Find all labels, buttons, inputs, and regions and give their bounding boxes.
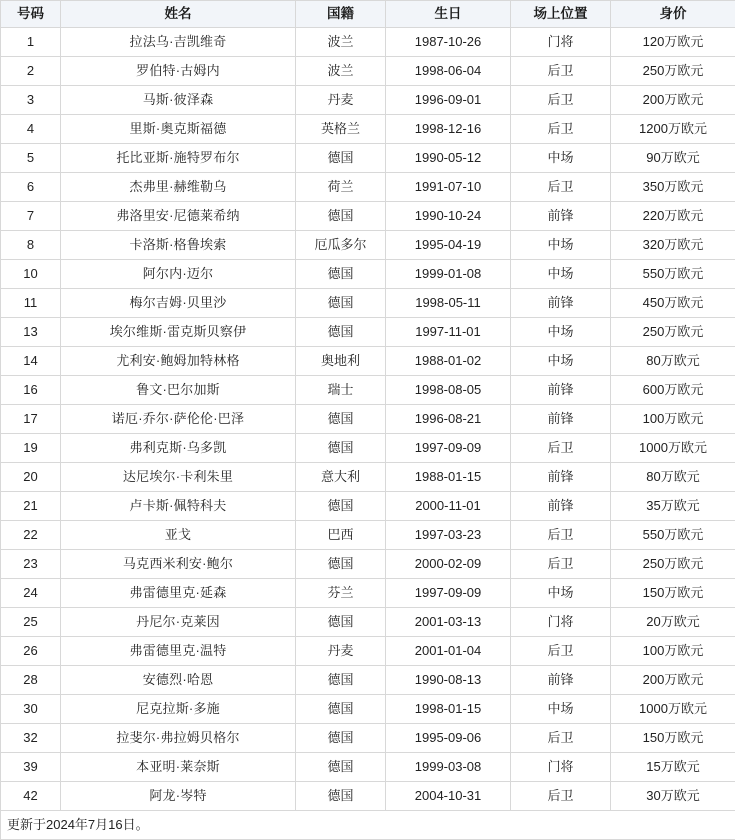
cell-birthday: 1997-09-09 bbox=[386, 579, 511, 608]
table-header bbox=[1, 1, 735, 28]
cell-position: 门将 bbox=[511, 608, 611, 637]
table-row bbox=[1, 86, 735, 115]
cell-name: 埃尔维斯·雷克斯贝察伊 bbox=[61, 318, 296, 347]
cell-birthday: 1987-10-26 bbox=[386, 28, 511, 57]
cell-number: 21 bbox=[1, 492, 61, 521]
cell-birthday: 1991-07-10 bbox=[386, 173, 511, 202]
cell-value: 450万欧元 bbox=[611, 289, 735, 318]
table-row bbox=[1, 202, 735, 231]
cell-number: 11 bbox=[1, 289, 61, 318]
table-row bbox=[1, 695, 735, 724]
cell-value: 90万欧元 bbox=[611, 144, 735, 173]
cell-name: 弗利克斯·乌多凯 bbox=[61, 434, 296, 463]
cell-birthday: 1995-09-06 bbox=[386, 724, 511, 753]
cell-value: 35万欧元 bbox=[611, 492, 735, 521]
cell-nationality: 巴西 bbox=[296, 521, 386, 550]
cell-birthday: 1988-01-15 bbox=[386, 463, 511, 492]
cell-value: 80万欧元 bbox=[611, 347, 735, 376]
cell-name: 卢卡斯·佩特科夫 bbox=[61, 492, 296, 521]
table-row bbox=[1, 405, 735, 434]
cell-position: 中场 bbox=[511, 347, 611, 376]
cell-nationality: 德国 bbox=[296, 260, 386, 289]
cell-birthday: 1998-01-15 bbox=[386, 695, 511, 724]
cell-value: 550万欧元 bbox=[611, 521, 735, 550]
table-row bbox=[1, 28, 735, 57]
cell-number: 7 bbox=[1, 202, 61, 231]
cell-name: 尤利安·鲍姆加特林格 bbox=[61, 347, 296, 376]
cell-position: 后卫 bbox=[511, 115, 611, 144]
cell-birthday: 2000-02-09 bbox=[386, 550, 511, 579]
cell-position: 中场 bbox=[511, 144, 611, 173]
cell-birthday: 2004-10-31 bbox=[386, 782, 511, 811]
table-row bbox=[1, 492, 735, 521]
table-row bbox=[1, 57, 735, 86]
cell-nationality: 丹麦 bbox=[296, 86, 386, 115]
cell-nationality: 德国 bbox=[296, 144, 386, 173]
column-header-position: 场上位置 bbox=[511, 1, 611, 28]
table-row bbox=[1, 260, 735, 289]
cell-number: 23 bbox=[1, 550, 61, 579]
cell-number: 39 bbox=[1, 753, 61, 782]
cell-position: 后卫 bbox=[511, 173, 611, 202]
cell-value: 120万欧元 bbox=[611, 28, 735, 57]
cell-name: 丹尼尔·克莱因 bbox=[61, 608, 296, 637]
table-header-row bbox=[1, 1, 735, 28]
cell-value: 100万欧元 bbox=[611, 637, 735, 666]
cell-birthday: 1999-03-08 bbox=[386, 753, 511, 782]
cell-value: 20万欧元 bbox=[611, 608, 735, 637]
cell-birthday: 1998-12-16 bbox=[386, 115, 511, 144]
table-row bbox=[1, 347, 735, 376]
cell-name: 阿龙·岑特 bbox=[61, 782, 296, 811]
footer-note: 更新于2024年7月16日。 bbox=[1, 811, 735, 840]
cell-name: 杰弗里·赫维勒乌 bbox=[61, 173, 296, 202]
table-row bbox=[1, 637, 735, 666]
table-row bbox=[1, 173, 735, 202]
cell-position: 后卫 bbox=[511, 782, 611, 811]
cell-name: 达尼埃尔·卡利朱里 bbox=[61, 463, 296, 492]
cell-number: 6 bbox=[1, 173, 61, 202]
table-row bbox=[1, 608, 735, 637]
cell-position: 门将 bbox=[511, 28, 611, 57]
cell-nationality: 瑞士 bbox=[296, 376, 386, 405]
table-footer bbox=[1, 811, 735, 840]
cell-number: 4 bbox=[1, 115, 61, 144]
table-row bbox=[1, 231, 735, 260]
cell-value: 80万欧元 bbox=[611, 463, 735, 492]
cell-number: 2 bbox=[1, 57, 61, 86]
cell-position: 前锋 bbox=[511, 289, 611, 318]
cell-number: 26 bbox=[1, 637, 61, 666]
cell-name: 安德烈·哈恩 bbox=[61, 666, 296, 695]
table-row bbox=[1, 434, 735, 463]
cell-value: 200万欧元 bbox=[611, 666, 735, 695]
cell-birthday: 2001-03-13 bbox=[386, 608, 511, 637]
cell-name: 马斯·彼泽森 bbox=[61, 86, 296, 115]
cell-number: 28 bbox=[1, 666, 61, 695]
cell-birthday: 1995-04-19 bbox=[386, 231, 511, 260]
cell-value: 600万欧元 bbox=[611, 376, 735, 405]
cell-birthday: 1998-05-11 bbox=[386, 289, 511, 318]
cell-name: 鲁文·巴尔加斯 bbox=[61, 376, 296, 405]
cell-nationality: 厄瓜多尔 bbox=[296, 231, 386, 260]
cell-position: 前锋 bbox=[511, 492, 611, 521]
footer-row bbox=[1, 811, 735, 840]
table-row bbox=[1, 782, 735, 811]
cell-birthday: 1999-01-08 bbox=[386, 260, 511, 289]
cell-value: 1000万欧元 bbox=[611, 695, 735, 724]
cell-birthday: 1997-03-23 bbox=[386, 521, 511, 550]
cell-nationality: 波兰 bbox=[296, 28, 386, 57]
cell-position: 中场 bbox=[511, 260, 611, 289]
cell-position: 中场 bbox=[511, 318, 611, 347]
cell-birthday: 2000-11-01 bbox=[386, 492, 511, 521]
table-row bbox=[1, 144, 735, 173]
cell-number: 19 bbox=[1, 434, 61, 463]
cell-nationality: 荷兰 bbox=[296, 173, 386, 202]
cell-number: 25 bbox=[1, 608, 61, 637]
cell-nationality: 德国 bbox=[296, 434, 386, 463]
cell-number: 14 bbox=[1, 347, 61, 376]
cell-nationality: 芬兰 bbox=[296, 579, 386, 608]
cell-position: 后卫 bbox=[511, 550, 611, 579]
cell-position: 中场 bbox=[511, 579, 611, 608]
table-row bbox=[1, 376, 735, 405]
table-row bbox=[1, 753, 735, 782]
cell-position: 后卫 bbox=[511, 724, 611, 753]
table-row bbox=[1, 724, 735, 753]
cell-birthday: 1996-08-21 bbox=[386, 405, 511, 434]
cell-number: 8 bbox=[1, 231, 61, 260]
cell-position: 门将 bbox=[511, 753, 611, 782]
cell-position: 前锋 bbox=[511, 405, 611, 434]
cell-name: 拉法乌·吉凯维奇 bbox=[61, 28, 296, 57]
cell-name: 弗雷德里克·延森 bbox=[61, 579, 296, 608]
cell-value: 100万欧元 bbox=[611, 405, 735, 434]
cell-position: 前锋 bbox=[511, 376, 611, 405]
cell-number: 10 bbox=[1, 260, 61, 289]
cell-value: 250万欧元 bbox=[611, 57, 735, 86]
cell-position: 后卫 bbox=[511, 521, 611, 550]
cell-birthday: 2001-01-04 bbox=[386, 637, 511, 666]
cell-position: 后卫 bbox=[511, 86, 611, 115]
column-header-value: 身价 bbox=[611, 1, 735, 28]
table-row bbox=[1, 318, 735, 347]
cell-nationality: 丹麦 bbox=[296, 637, 386, 666]
cell-name: 马克西米利安·鲍尔 bbox=[61, 550, 296, 579]
cell-nationality: 波兰 bbox=[296, 57, 386, 86]
cell-number: 1 bbox=[1, 28, 61, 57]
cell-number: 24 bbox=[1, 579, 61, 608]
cell-name: 梅尔吉姆·贝里沙 bbox=[61, 289, 296, 318]
cell-value: 1200万欧元 bbox=[611, 115, 735, 144]
cell-position: 后卫 bbox=[511, 57, 611, 86]
cell-position: 前锋 bbox=[511, 666, 611, 695]
cell-value: 150万欧元 bbox=[611, 724, 735, 753]
cell-nationality: 德国 bbox=[296, 695, 386, 724]
table-row bbox=[1, 666, 735, 695]
cell-number: 30 bbox=[1, 695, 61, 724]
cell-position: 前锋 bbox=[511, 463, 611, 492]
cell-nationality: 德国 bbox=[296, 753, 386, 782]
cell-name: 弗雷德里克·温特 bbox=[61, 637, 296, 666]
cell-birthday: 1990-10-24 bbox=[386, 202, 511, 231]
cell-nationality: 德国 bbox=[296, 550, 386, 579]
cell-number: 5 bbox=[1, 144, 61, 173]
cell-name: 弗洛里安·尼德莱希纳 bbox=[61, 202, 296, 231]
table-row bbox=[1, 521, 735, 550]
cell-value: 220万欧元 bbox=[611, 202, 735, 231]
cell-nationality: 奥地利 bbox=[296, 347, 386, 376]
cell-nationality: 英格兰 bbox=[296, 115, 386, 144]
cell-value: 250万欧元 bbox=[611, 318, 735, 347]
cell-birthday: 1997-09-09 bbox=[386, 434, 511, 463]
cell-name: 卡洛斯·格鲁埃索 bbox=[61, 231, 296, 260]
cell-number: 13 bbox=[1, 318, 61, 347]
cell-nationality: 德国 bbox=[296, 289, 386, 318]
cell-number: 42 bbox=[1, 782, 61, 811]
cell-nationality: 德国 bbox=[296, 608, 386, 637]
cell-name: 托比亚斯·施特罗布尔 bbox=[61, 144, 296, 173]
cell-value: 550万欧元 bbox=[611, 260, 735, 289]
table-row bbox=[1, 289, 735, 318]
table-body bbox=[1, 28, 735, 811]
cell-position: 中场 bbox=[511, 695, 611, 724]
cell-value: 350万欧元 bbox=[611, 173, 735, 202]
cell-value: 200万欧元 bbox=[611, 86, 735, 115]
cell-name: 亚戈 bbox=[61, 521, 296, 550]
cell-name: 本亚明·莱奈斯 bbox=[61, 753, 296, 782]
cell-name: 拉斐尔·弗拉姆贝格尔 bbox=[61, 724, 296, 753]
table-row bbox=[1, 579, 735, 608]
cell-position: 后卫 bbox=[511, 637, 611, 666]
cell-number: 3 bbox=[1, 86, 61, 115]
cell-birthday: 1988-01-02 bbox=[386, 347, 511, 376]
column-header-number: 号码 bbox=[1, 1, 61, 28]
cell-nationality: 意大利 bbox=[296, 463, 386, 492]
cell-value: 150万欧元 bbox=[611, 579, 735, 608]
table-row bbox=[1, 115, 735, 144]
cell-name: 阿尔内·迈尔 bbox=[61, 260, 296, 289]
cell-number: 32 bbox=[1, 724, 61, 753]
cell-birthday: 1998-06-04 bbox=[386, 57, 511, 86]
cell-nationality: 德国 bbox=[296, 666, 386, 695]
cell-nationality: 德国 bbox=[296, 492, 386, 521]
cell-position: 前锋 bbox=[511, 202, 611, 231]
cell-value: 250万欧元 bbox=[611, 550, 735, 579]
table-row bbox=[1, 463, 735, 492]
cell-name: 里斯·奥克斯福德 bbox=[61, 115, 296, 144]
cell-birthday: 1998-08-05 bbox=[386, 376, 511, 405]
cell-birthday: 1996-09-01 bbox=[386, 86, 511, 115]
cell-birthday: 1990-08-13 bbox=[386, 666, 511, 695]
cell-value: 15万欧元 bbox=[611, 753, 735, 782]
cell-number: 17 bbox=[1, 405, 61, 434]
cell-number: 22 bbox=[1, 521, 61, 550]
cell-value: 1000万欧元 bbox=[611, 434, 735, 463]
cell-position: 中场 bbox=[511, 231, 611, 260]
cell-position: 后卫 bbox=[511, 434, 611, 463]
cell-nationality: 德国 bbox=[296, 724, 386, 753]
column-header-nationality: 国籍 bbox=[296, 1, 386, 28]
cell-number: 16 bbox=[1, 376, 61, 405]
table-row bbox=[1, 550, 735, 579]
cell-name: 诺厄·乔尔·萨伦伦·巴泽 bbox=[61, 405, 296, 434]
cell-number: 20 bbox=[1, 463, 61, 492]
column-header-birthday: 生日 bbox=[386, 1, 511, 28]
cell-birthday: 1990-05-12 bbox=[386, 144, 511, 173]
cell-nationality: 德国 bbox=[296, 782, 386, 811]
column-header-name: 姓名 bbox=[61, 1, 296, 28]
cell-nationality: 德国 bbox=[296, 318, 386, 347]
cell-name: 罗伯特·古姆内 bbox=[61, 57, 296, 86]
cell-name: 尼克拉斯·多施 bbox=[61, 695, 296, 724]
cell-nationality: 德国 bbox=[296, 405, 386, 434]
cell-birthday: 1997-11-01 bbox=[386, 318, 511, 347]
cell-value: 320万欧元 bbox=[611, 231, 735, 260]
cell-nationality: 德国 bbox=[296, 202, 386, 231]
cell-value: 30万欧元 bbox=[611, 782, 735, 811]
